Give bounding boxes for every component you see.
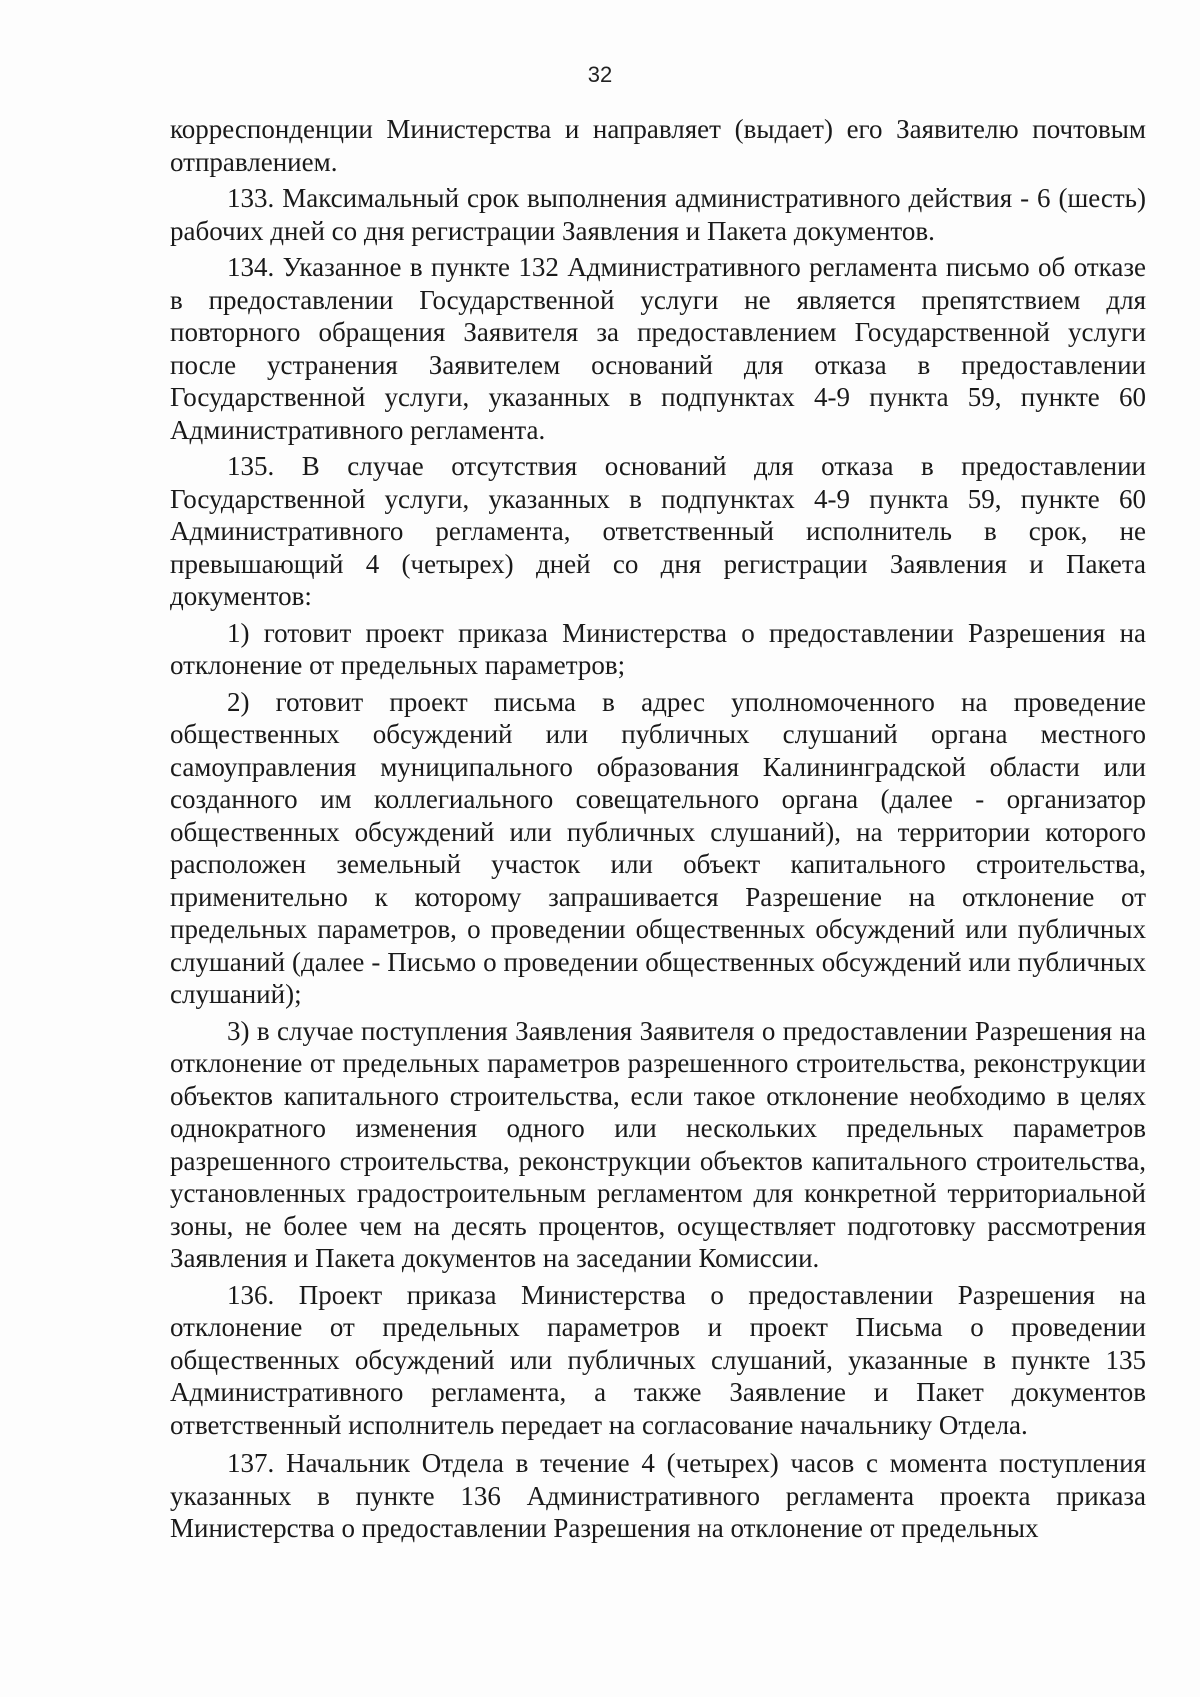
paragraph-135-item-1: 1) готовит проект приказа Министерства о предоставлении Разрешения на отклонение от предельных параметров;: [170, 617, 1146, 680]
paragraph-135: 135. В случае отсутствия оснований для отказа в предоставлении Государственной услуги, указанных в подпунктах 4-9 пункта 59, пункте 60 Административного регламента, ответственный исполнитель в срок, не превышающий 4 (четырех) дней со дня регистрации Заявления и Пакета документов:: [170, 451, 1146, 611]
paragraph-continuation: корреспонденции Министерства и направляет (выдает) его Заявителю почтовым отправлением.: [170, 114, 1146, 177]
document-body: [170, 113, 1146, 1549]
paragraph-135-item-3: 3) в случае поступления Заявления Заявителя о предоставлении Разрешения на отклонение от предельных параметров разрешенного строительства, реконструкции объектов капитального строительства, если такое отклонение необходимо в целях однократного изменения одного или нескольких предельных параметров разрешенного строительства, реконструкции объектов капитального строительства, установленных градостроительным регламентом для конкретной территориальной зоны, не более чем на десять процентов, осуществляет подготовку рассмотрения Заявления и Пакета документов на заседании Комиссии.: [170, 1015, 1146, 1273]
paragraph-136: 136. Проект приказа Министерства о предоставлении Разрешения на отклонение от предельных параметров и проект Письма о проведении общественных обсуждений или публичных слушаний, указанные в пункте 135 Административного регламента, а также Заявление и Пакет документов ответственный исполнитель передает на согласование начальнику Отдела.: [170, 1279, 1146, 1440]
page-number: 32: [587, 62, 613, 87]
paragraph-134: 134. Указанное в пункте 132 Административного регламента письмо об отказе в предоставлении Государственной услуги не является препятствием для повторного обращения Заявителя за предоставлением Государственной услуги после устранения Заявителем оснований для отказа в предоставлении Государственной услуги, указанных в подпунктах 4-9 пункта 59, пункте 60 Административного регламента.: [170, 252, 1146, 445]
paragraph-135-item-2: 2) готовит проект письма в адрес уполномоченного на проведение общественных обсуждений или публичных слушаний органа местного самоуправления муниципального образования Калининградской области или созданного им коллегиального совещательного органа (далее - организатор общественных обсуждений или публичных слушаний), на территории которого расположен земельный участок или объект капитального строительства, применительно к которому запрашивается Разрешение на отклонение от предельных параметров, о проведении общественных обсуждений или публичных слушаний (далее - Письмо о проведении общественных обсуждений или публичных слушаний);: [170, 686, 1146, 1009]
paragraph-137: 137. Начальник Отдела в течение 4 (четырех) часов с момента поступления указанных в пункте 136 Административного регламента проекта приказа Министерства о предоставлении Разрешения на отклонение от предельных: [170, 1448, 1146, 1543]
paragraph-133: 133. Максимальный срок выполнения административного действия - 6 (шесть) рабочих дней со дня регистрации Заявления и Пакета документов.: [170, 183, 1146, 246]
